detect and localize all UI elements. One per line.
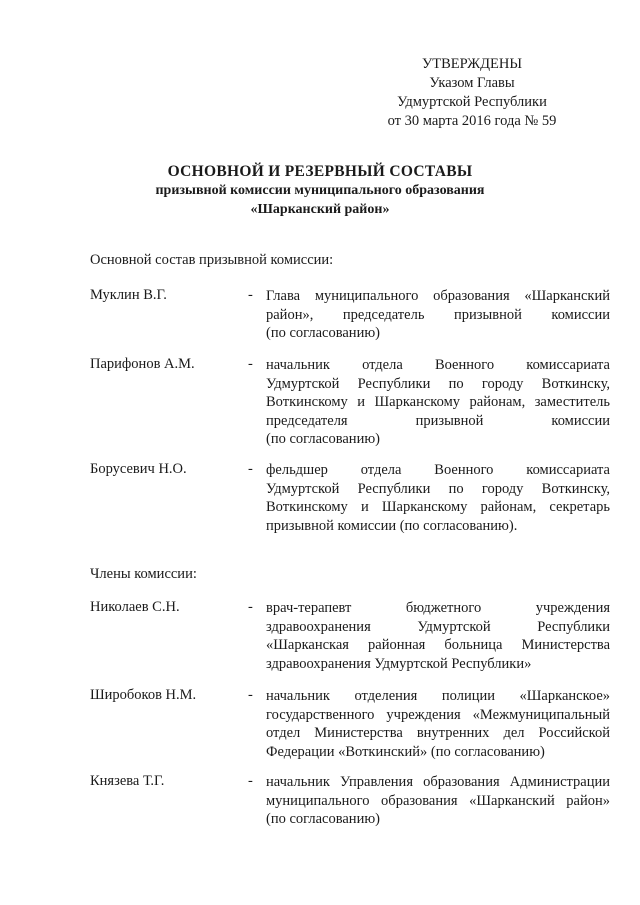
approval-decree: Указом Главы (429, 75, 515, 91)
dash-separator: - (248, 287, 253, 303)
approval-status: УТВЕРЖДЕНЫ (421, 56, 523, 72)
description-line: отдел Министерства внутренних дел Российской (266, 725, 610, 741)
description-line: врач-терапевт бюджетного учреждения (266, 600, 610, 616)
dash-separator: - (248, 599, 253, 615)
description-line: здравоохранения Удмуртской Республики» (266, 655, 532, 672)
member-name: Борусевич Н.О. (90, 461, 187, 477)
description-line: Воткинскому и Шарканскому районам, секретарь (266, 499, 610, 515)
description-line: Воткинскому и Шарканскому районам, заместитель (266, 394, 610, 410)
description-line: (по согласованию) (266, 431, 380, 447)
member-name: Широбоков Н.М. (90, 687, 197, 703)
main-section-heading: Основной состав призывной комиссии: (90, 252, 334, 268)
description-line: (по согласованию) (266, 325, 380, 341)
approval-republic: Удмуртской Республики (397, 94, 547, 110)
member-description (266, 687, 610, 761)
description-line: начальник отдела Военного комиссариата (266, 357, 610, 373)
description-line: Глава муниципального образования «Шарканский (266, 288, 610, 304)
dash-separator: - (248, 687, 253, 703)
member-name: Николаев С.Н. (90, 599, 180, 615)
member-description (266, 287, 610, 343)
title-sub-1: призывной комиссии муниципального образования (155, 183, 485, 198)
title-main: ОСНОВНОЙ И РЕЗЕРВНЫЙ СОСТАВЫ (167, 163, 473, 180)
dash-separator: - (248, 461, 253, 477)
description-line: район», председатель призывной комиссии (266, 306, 610, 323)
member-name: Парифонов А.М. (90, 356, 195, 372)
member-description (266, 461, 610, 535)
document-title (0, 162, 640, 219)
description-line: «Шарканская районная больница Министерства (266, 637, 610, 653)
member-name: Князева Т.Г. (90, 773, 165, 789)
member-description (266, 599, 610, 673)
title-sub-2: «Шарканский район» (250, 202, 390, 217)
description-line: начальник Управления образования Администрации (266, 774, 610, 790)
description-line: Федерации «Воткинский» (по согласованию) (266, 743, 545, 760)
approval-block (352, 55, 592, 131)
description-line: муниципального образования «Шарканский район» (266, 792, 610, 809)
members-section-heading: Члены комиссии: (90, 566, 197, 582)
dash-separator: - (248, 773, 253, 789)
description-line: здравоохранения Удмуртской Республики (266, 618, 610, 635)
description-line: председателя призывной комиссии (266, 412, 610, 429)
description-line: фельдшер отдела Военного комиссариата (266, 462, 610, 478)
description-line: призывной комиссии (по согласованию). (266, 517, 518, 534)
description-line: Удмуртской Республики по городу Воткинску, (266, 375, 610, 392)
approval-date: от 30 марта 2016 года № 59 (387, 113, 557, 129)
member-name: Муклин В.Г. (90, 287, 167, 303)
description-line: начальник отделения полиции «Шарканское» (266, 688, 610, 704)
description-line: (по согласованию) (266, 811, 380, 827)
member-description (266, 356, 610, 449)
description-line: государственного учреждения «Межмуниципальный (266, 706, 610, 723)
description-line: Удмуртской Республики по городу Воткинску, (266, 480, 610, 497)
dash-separator: - (248, 356, 253, 372)
member-description (266, 773, 610, 829)
